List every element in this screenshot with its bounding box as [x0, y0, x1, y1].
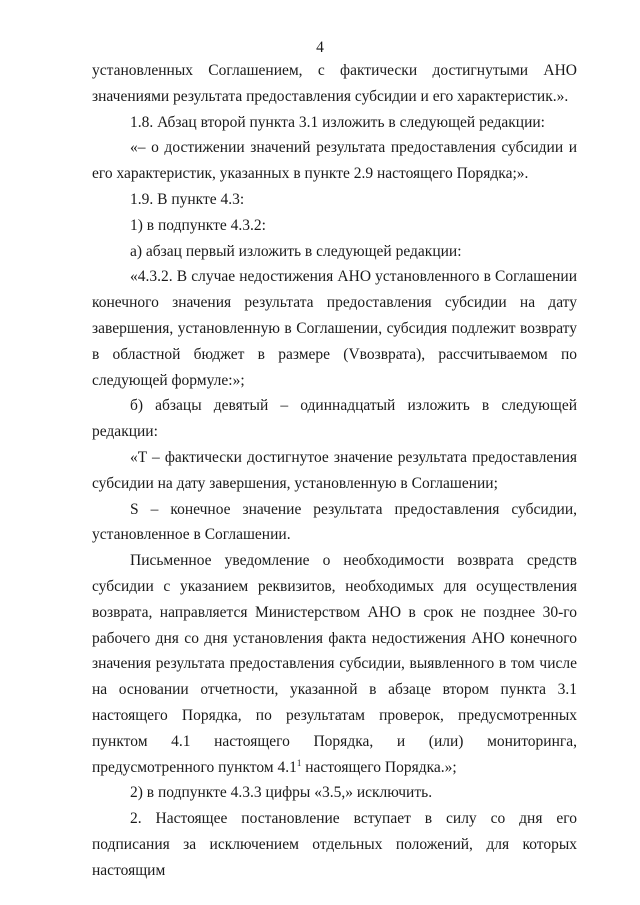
quoted-text-notice [92, 548, 577, 780]
superscript-1: 1 [296, 757, 302, 768]
subparagraph-b: б) абзацы девятый – одиннадцатый изложить в следующей редакции: [92, 397, 577, 441]
document-body [92, 58, 577, 884]
quoted-text-t-definition: «T – фактически достигнутое значение результата предоставления субсидии на дату завершения, установленную в Соглашении; [92, 448, 577, 492]
quoted-text-s-definition: S – конечное значение результата предоставления субсидии, установленное в Соглашении. [92, 500, 577, 544]
quoted-text-4-3-2: «4.3.2. В случае недостижения АНО установленного в Соглашении конечного значения результата предоставления субсидии на дату завершения, установленную в Соглашении, субсидия подлежит возврату в областной бюджет в размере (Vвозврата), рассчитываемом по следующей формуле:»; [92, 268, 577, 389]
subparagraph-2: 2) в подпункте 4.3.3 цифры «3.5,» исключить. [130, 784, 433, 802]
paragraph-2: 2. Настоящее постановление вступает в силу со дня его подписания за исключением отдельных положений, для которых настоящим [92, 810, 577, 879]
paragraph-continuation: установленных Соглашением, с фактически достигнутыми АНО значениями результата предоставления субсидии и его характеристик.». [92, 62, 577, 105]
subparagraph-1: 1) в подпункте 4.3.2: [130, 216, 266, 234]
notice-text: Письменное уведомление о необходимости возврата средств субсидии с указанием реквизитов, необходимых для осуществления возврата, направляется Министерством АНО в срок не позднее 30-го рабочего дня со дня установления факта недостижения АНО конечного значения результата предоставления субсидии, выявленного в том числе на основании отчетности, указанной в абзаце втором пункта 3.1 настоящего Порядка, по результатам проверок, предусмотренных пунктом 4.1 настоящего Порядка, и (или) мониторинга, предусмотренного пунктом 4.1 [92, 552, 577, 776]
paragraph-1-9: 1.9. В пункте 4.3: [130, 190, 245, 208]
paragraph-1-8: 1.8. Абзац второй пункта 3.1 изложить в следующей редакции: [130, 113, 545, 131]
page-number: 4 [316, 39, 324, 56]
subparagraph-a: а) абзац первый изложить в следующей редакции: [130, 242, 462, 260]
quoted-text-3-1: «– о достижении значений результата предоставления субсидии и его характеристик, указанных в пункте 2.9 настоящего Порядка;». [92, 139, 577, 183]
notice-text-end: настоящего Порядка.»; [301, 758, 457, 776]
